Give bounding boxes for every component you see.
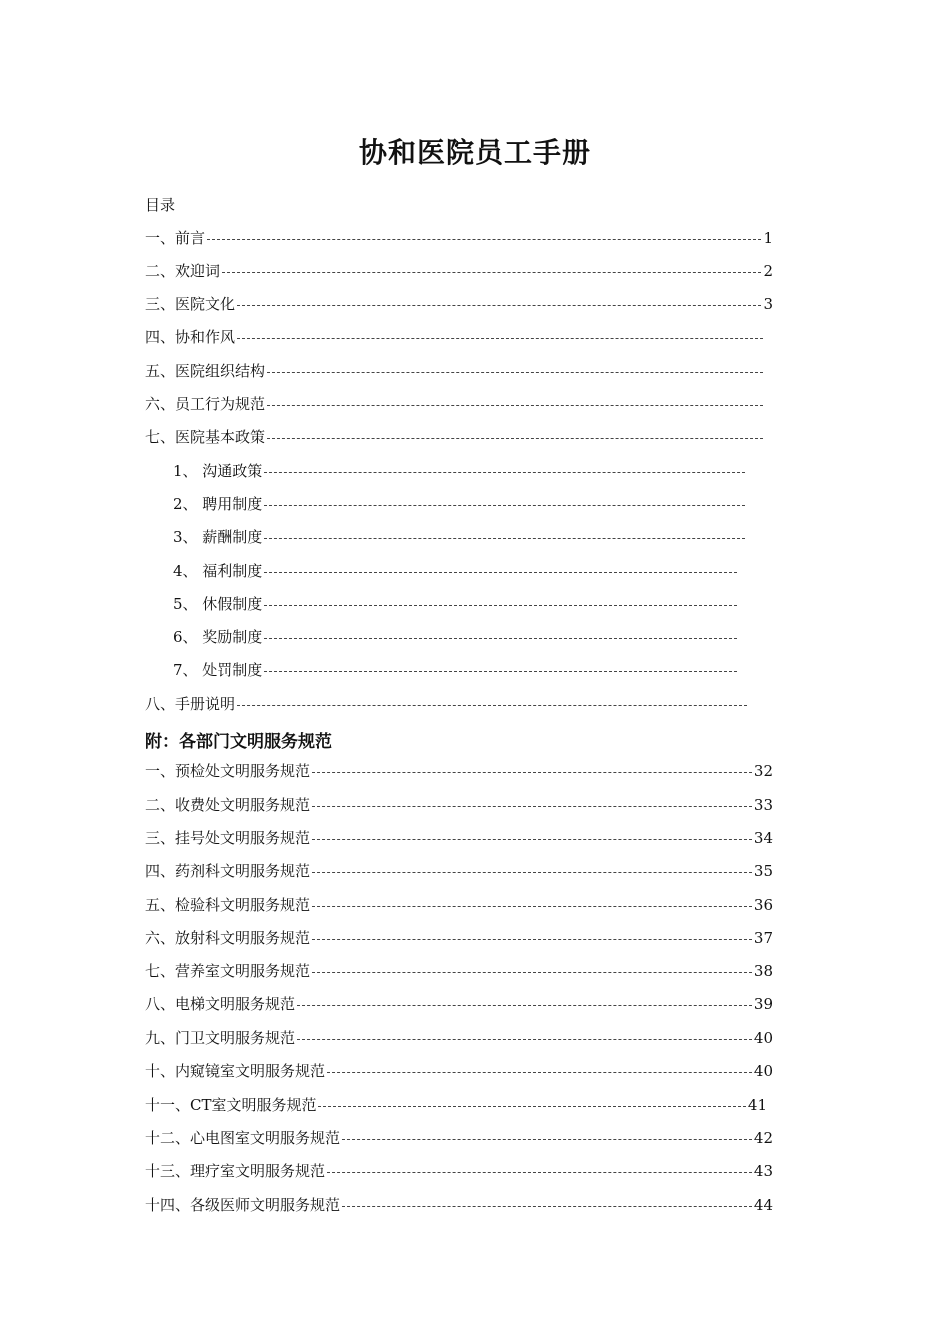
toc-subentry[interactable]	[173, 626, 747, 648]
appendix-entry[interactable]	[145, 1194, 773, 1216]
toc-entry[interactable]	[145, 360, 773, 382]
toc-entry-text: 二、欢迎词	[145, 262, 221, 280]
toc-entry[interactable]	[145, 326, 773, 348]
dotted-leader	[297, 1039, 752, 1040]
appendix-entry[interactable]	[145, 1160, 773, 1182]
toc-entry-text: 七、营养室文明服务规范	[145, 962, 311, 980]
toc-entry-page: 37	[753, 929, 773, 947]
toc-entry-text: 1、 沟通政策	[173, 462, 263, 480]
toc-entry-text: 五、医院组织结构	[145, 362, 266, 380]
appendix-entry[interactable]	[145, 894, 773, 916]
toc-entry-text: 十二、心电图室文明服务规范	[145, 1129, 341, 1147]
toc-subentry[interactable]	[173, 493, 755, 515]
appendix-entry[interactable]	[145, 1127, 773, 1149]
toc-subentry[interactable]	[173, 460, 755, 482]
toc-entry-text: 十一、CT室文明服务规范	[145, 1096, 317, 1114]
dotted-leader	[264, 638, 737, 639]
dotted-leader	[312, 939, 752, 940]
dotted-leader	[312, 972, 752, 973]
appendix-entry[interactable]	[145, 760, 773, 782]
dotted-leader	[237, 705, 747, 706]
toc-entry[interactable]	[145, 293, 773, 315]
appendix-entry[interactable]	[145, 794, 773, 816]
toc-entry-text: 2、 聘用制度	[173, 495, 263, 513]
appendix-entry[interactable]	[145, 960, 773, 982]
appendix-entry[interactable]	[145, 927, 773, 949]
toc-entry[interactable]	[145, 260, 773, 282]
dotted-leader	[264, 671, 737, 672]
toc-entry-page: 40	[753, 1029, 773, 1047]
toc-entry-text: 六、放射科文明服务规范	[145, 929, 311, 947]
toc-entry-text: 6、 奖励制度	[173, 628, 263, 646]
dotted-leader	[312, 872, 752, 873]
toc-entry-text: 八、电梯文明服务规范	[145, 995, 296, 1013]
dotted-leader	[264, 572, 737, 573]
dotted-leader	[222, 272, 761, 273]
toc-entry-page: 39	[753, 995, 773, 1013]
dotted-leader	[267, 438, 763, 439]
toc-entry-page: 36	[753, 896, 773, 914]
toc-entry-page: 35	[753, 862, 773, 880]
dotted-leader	[312, 906, 752, 907]
toc-entry-page: 34	[753, 829, 773, 847]
toc-subentry[interactable]	[173, 560, 747, 582]
toc-entry-page: 1	[763, 229, 773, 247]
toc-entry-page: 33	[753, 796, 773, 814]
toc-entry-text: 十三、理疗室文明服务规范	[145, 1162, 326, 1180]
toc-entry-text: 一、预检处文明服务规范	[145, 762, 311, 780]
toc-entry-text: 7、 处罚制度	[173, 661, 263, 679]
dotted-leader	[207, 239, 761, 240]
dotted-leader	[327, 1072, 752, 1073]
toc-entry-page: 40	[753, 1062, 773, 1080]
toc-entry-page: 32	[753, 762, 773, 780]
toc-entry-text: 四、协和作风	[145, 328, 236, 346]
dotted-leader	[342, 1206, 752, 1207]
dotted-leader	[264, 505, 745, 506]
dotted-leader	[267, 372, 763, 373]
toc-entry-page: 3	[763, 295, 773, 313]
dotted-leader	[297, 1005, 752, 1006]
dotted-leader	[318, 1106, 745, 1107]
toc-entry-page: 42	[753, 1129, 773, 1147]
toc-entry-page: 38	[753, 962, 773, 980]
toc-entry-page: 44	[753, 1196, 773, 1214]
dotted-leader	[342, 1139, 752, 1140]
dotted-leader	[264, 472, 745, 473]
appendix-entry[interactable]	[145, 827, 773, 849]
toc-subentry[interactable]	[173, 526, 755, 548]
toc-entry[interactable]	[145, 426, 773, 448]
toc-entry-page: 41	[747, 1096, 767, 1114]
dotted-leader	[264, 538, 745, 539]
appendix-entry[interactable]	[145, 860, 773, 882]
toc-entry-text: 3、 薪酬制度	[173, 528, 263, 546]
toc-entry-text: 四、药剂科文明服务规范	[145, 862, 311, 880]
toc-entry-text: 六、员工行为规范	[145, 395, 266, 413]
document-title: 协和医院员工手册	[358, 136, 591, 169]
dotted-leader	[312, 806, 752, 807]
appendix-entry[interactable]	[145, 993, 773, 1015]
dotted-leader	[327, 1172, 752, 1173]
appendix-entry[interactable]	[145, 1094, 767, 1116]
toc-entry-text: 4、 福利制度	[173, 562, 263, 580]
toc-entry-text: 八、手册说明	[145, 695, 236, 713]
appendix-entry[interactable]	[145, 1027, 773, 1049]
toc-entry-text: 一、前言	[145, 229, 206, 247]
appendix-entry[interactable]	[145, 1060, 773, 1082]
toc-entry-page: 2	[763, 262, 773, 280]
toc-entry-text: 七、医院基本政策	[145, 428, 266, 446]
appendix-heading: 附：各部门文明服务规范	[145, 732, 332, 752]
toc-entry-text: 十、内窥镜室文明服务规范	[145, 1062, 326, 1080]
toc-heading: 目录	[145, 196, 176, 214]
toc-entry-page: 43	[753, 1162, 773, 1180]
dotted-leader	[312, 772, 752, 773]
dotted-leader	[312, 839, 752, 840]
toc-entry-text: 二、收费处文明服务规范	[145, 796, 311, 814]
dotted-leader	[237, 338, 763, 339]
toc-subentry[interactable]	[173, 659, 747, 681]
toc-entry[interactable]	[145, 393, 773, 415]
dotted-leader	[237, 305, 761, 306]
toc-entry-text: 五、检验科文明服务规范	[145, 896, 311, 914]
toc-entry-text: 5、 休假制度	[173, 595, 263, 613]
toc-entry-text: 三、挂号处文明服务规范	[145, 829, 311, 847]
toc-subentry[interactable]	[173, 593, 747, 615]
toc-entry[interactable]	[145, 227, 773, 249]
dotted-leader	[267, 405, 763, 406]
dotted-leader	[264, 605, 737, 606]
toc-entry-text: 九、门卫文明服务规范	[145, 1029, 296, 1047]
toc-entry-text: 十四、各级医师文明服务规范	[145, 1196, 341, 1214]
toc-entry[interactable]	[145, 693, 757, 715]
toc-entry-text: 三、医院文化	[145, 295, 236, 313]
